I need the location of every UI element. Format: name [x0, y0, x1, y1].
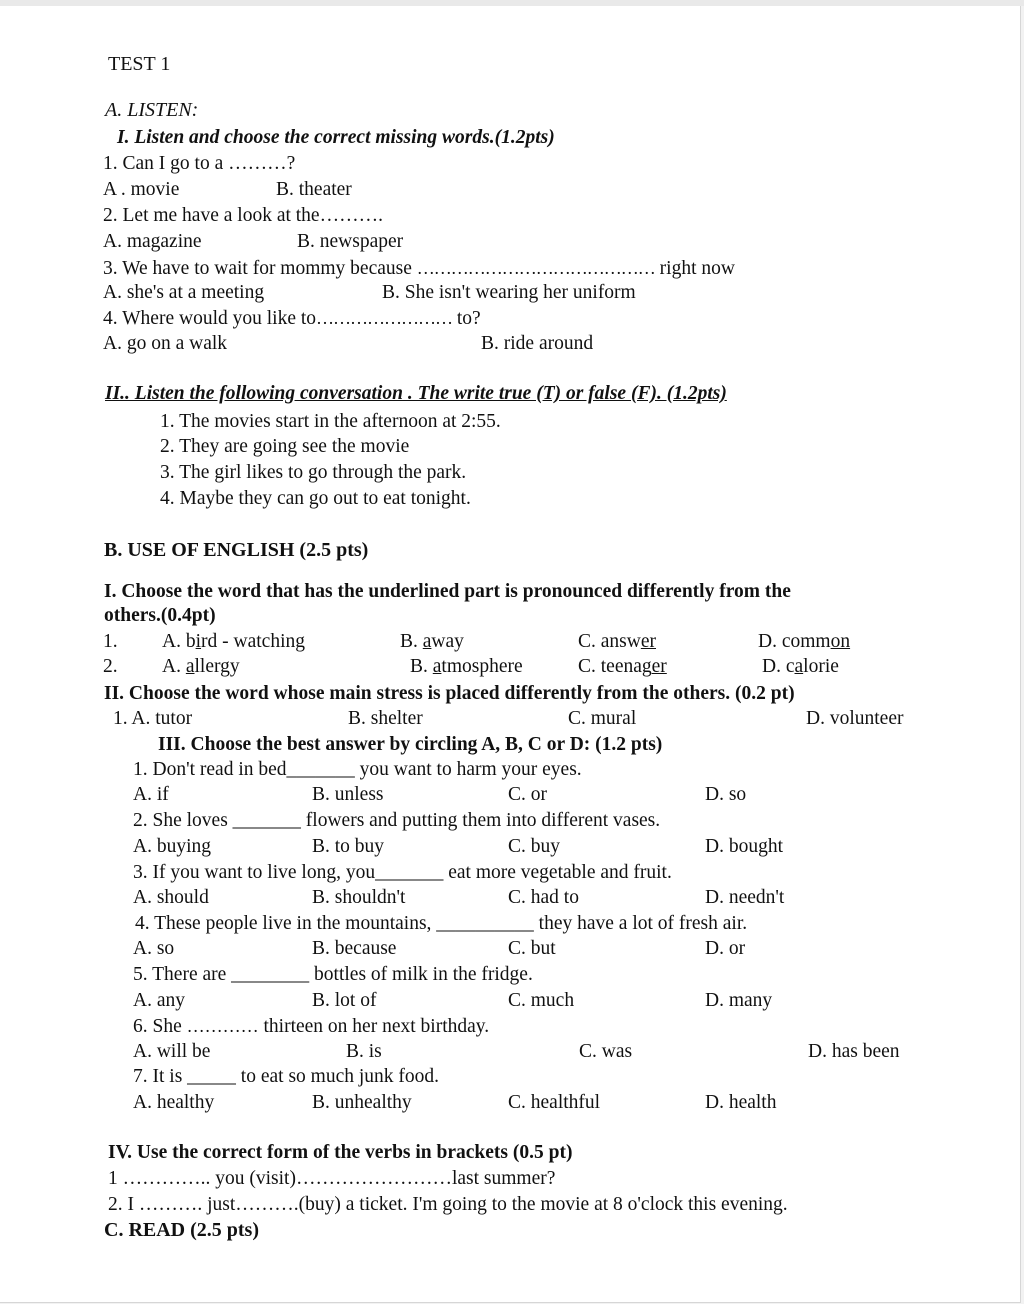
- mc-q1-option-b: B. unless: [312, 784, 384, 805]
- mc-q1-option-a: A. if: [133, 784, 169, 805]
- mc-q1-option-d: D. so: [705, 784, 747, 805]
- pron-r1-a-pre: A. b: [162, 631, 196, 652]
- section-b-part4-heading: IV. Use the correct form of the verbs in brackets (0.5 pt): [108, 1142, 573, 1163]
- mc-q2-blank: _______: [232, 810, 301, 831]
- pron-row-1-option-b: [400, 630, 464, 654]
- pron-r2-a-post: llergy: [194, 656, 240, 677]
- verb-form-line-2: 2. I ………. just……….(buy) a ticket. I'm going to the movie at 8 o'clock this evening.: [108, 1194, 788, 1215]
- pron-row-2-option-b: [410, 655, 523, 679]
- pron-r2-b-pre: B.: [410, 656, 433, 677]
- mc-q3-start: 3. If you want to live long, you: [133, 862, 376, 883]
- stress-option-b: B. shelter: [348, 708, 423, 729]
- pron-row-2-option-d: [762, 655, 839, 679]
- pron-row-2-option-c: [578, 655, 667, 679]
- mc-q6-end: thirteen on her next birthday.: [263, 1016, 490, 1037]
- mc-question-1: [133, 758, 582, 782]
- mc-q5-blank: ________: [231, 964, 310, 985]
- mc-q1-end: you want to harm your eyes.: [359, 759, 582, 780]
- mc-q3-blank: _______: [375, 862, 444, 883]
- mc-q5-option-d: D. many: [705, 990, 773, 1011]
- mc-q3-end: eat more vegetable and fruit.: [448, 862, 672, 883]
- mc-q5-start: 5. There are: [133, 964, 227, 985]
- mc-q4-start: 4. These people live in the mountains,: [135, 913, 432, 934]
- mc-q7-option-c: C. healthful: [508, 1092, 601, 1113]
- mc-q4-option-b: B. because: [312, 938, 397, 959]
- mc-question-2: [133, 809, 660, 833]
- mc-question-7: [133, 1065, 439, 1089]
- mc-q1-start: 1. Don't read in bed: [133, 759, 287, 780]
- listen-q3-blank: ……………………………………: [416, 258, 655, 278]
- pron-r2-c-underlined: er: [651, 656, 667, 677]
- mc-q6-option-d: D. has been: [808, 1041, 900, 1062]
- listen-question-2: 2. Let me have a look at the……….: [103, 205, 383, 226]
- section-a-part1-heading: I. Listen and choose the correct missing words.(1.2pts): [117, 127, 555, 148]
- stress-option-d: D. volunteer: [806, 708, 904, 729]
- pron-row-2-option-a: [162, 655, 240, 679]
- listen-q3-option-b: B. She isn't wearing her uniform: [382, 282, 636, 303]
- listen-q3-text-end: right now: [659, 258, 735, 279]
- mc-q7-option-a: A. healthy: [133, 1092, 215, 1113]
- mc-q7-blank: _____: [187, 1066, 236, 1087]
- pron-r2-b-underlined: a: [432, 656, 442, 677]
- pron-r2-d-post: lorie: [803, 656, 839, 677]
- mc-q2-option-b: B. to buy: [312, 836, 385, 857]
- mc-q1-blank: _______: [286, 759, 355, 780]
- mc-q6-blank: …………: [186, 1016, 259, 1036]
- mc-question-6: [133, 1014, 489, 1039]
- section-b-part3-heading: III. Choose the best answer by circling A, B, C or D: (1.2 pts): [158, 734, 663, 755]
- mc-q6-option-a: A. will be: [133, 1041, 211, 1062]
- mc-q3-option-b: B. shouldn't: [312, 887, 406, 908]
- pron-row-1-number: 1.: [103, 631, 118, 652]
- section-b-part1-heading-line2: others.(0.4pt): [104, 605, 216, 626]
- listen-q3-text-start: 3. We have to wait for mommy because: [103, 258, 412, 279]
- mc-q4-option-d: D. or: [705, 938, 746, 959]
- mc-q2-start: 2. She loves: [133, 810, 228, 831]
- section-b-heading: B. USE OF ENGLISH (2.5 pts): [104, 539, 369, 561]
- mc-q7-start: 7. It is: [133, 1066, 183, 1087]
- listen-q4-text-start: 4. Where would you like to: [103, 308, 317, 329]
- mc-question-5: [133, 963, 533, 987]
- listen-q3-option-a: A. she's at a meeting: [103, 282, 265, 303]
- pron-r1-a-post: rd - watching: [201, 631, 305, 652]
- mc-q5-option-c: C. much: [508, 990, 575, 1011]
- pron-row-1-option-c: [578, 630, 656, 654]
- pron-row-1-option-a: [162, 630, 305, 654]
- pron-r2-a-pre: A.: [162, 656, 186, 677]
- pron-r2-c-pre: C. teenag: [578, 656, 652, 677]
- section-b-part2-heading: II. Choose the word whose main stress is placed differently from the others. (0.2 pt): [104, 683, 795, 704]
- pron-r1-b-underlined: a: [422, 631, 432, 652]
- pron-r1-b-pre: B.: [400, 631, 423, 652]
- mc-question-4: [135, 912, 747, 936]
- mc-q3-option-d: D. needn't: [705, 887, 785, 908]
- mc-q5-option-a: A. any: [133, 990, 185, 1011]
- stress-option-a: 1. A. tutor: [113, 708, 193, 729]
- true-false-item-1: 1. The movies start in the afternoon at 2:55.: [160, 411, 501, 432]
- pron-row-1-option-d: [758, 630, 850, 654]
- true-false-item-3: 3. The girl likes to go through the park.: [160, 462, 467, 483]
- mc-q3-option-a: A. should: [133, 887, 209, 908]
- listen-q1-option-b: B. theater: [276, 179, 352, 200]
- mc-q4-blank: __________: [436, 913, 534, 934]
- mc-q2-option-d: D. bought: [705, 836, 783, 857]
- test-title: TEST 1: [108, 53, 171, 75]
- mc-q3-option-c: C. had to: [508, 887, 579, 908]
- section-a-part2-heading: II.. Listen the following conversation . The write true (T) or false (F). (1.2pts): [105, 383, 727, 404]
- mc-q1-option-c: C. or: [508, 784, 547, 805]
- section-a-heading: A. LISTEN:: [105, 99, 199, 121]
- section-b-part1-heading-line1: I. Choose the word that has the underlined part is pronounced differently from the: [104, 581, 791, 602]
- mc-q6-option-c: C. was: [579, 1041, 633, 1062]
- mc-q2-end: flowers and putting them into different vases.: [305, 810, 661, 831]
- mc-q4-end: they have a lot of fresh air.: [538, 913, 748, 934]
- listen-q4-option-a: A. go on a walk: [103, 333, 228, 354]
- mc-q4-option-c: C. but: [508, 938, 556, 959]
- pron-r1-d-pre: D. comm: [758, 631, 831, 652]
- mc-q6-option-b: B. is: [346, 1041, 382, 1062]
- mc-q4-option-a: A. so: [133, 938, 175, 959]
- pron-r1-c-underlined: er: [640, 631, 656, 652]
- pron-row-2-number: 2.: [103, 656, 118, 677]
- listen-question-1: 1. Can I go to a ………?: [103, 153, 296, 174]
- mc-question-3: [133, 861, 672, 885]
- listen-question-4: [103, 306, 481, 331]
- pron-r2-d-pre: D. c: [762, 656, 795, 677]
- mc-q2-option-a: A. buying: [133, 836, 211, 857]
- true-false-item-4: 4. Maybe they can go out to eat tonight.: [160, 488, 471, 509]
- listen-question-3: [103, 256, 735, 281]
- listen-q2-option-b: B. newspaper: [297, 231, 404, 252]
- mc-q2-option-c: C. buy: [508, 836, 561, 857]
- listen-q1-option-a: A . movie: [103, 179, 180, 200]
- listen-q4-text-end: to?: [456, 308, 481, 329]
- mc-q5-option-b: B. lot of: [312, 990, 377, 1011]
- mc-q7-option-b: B. unhealthy: [312, 1092, 412, 1113]
- listen-q4-option-b: B. ride around: [481, 333, 594, 354]
- verb-form-line-1: 1 ………….. you (visit)……………………last summer?: [108, 1168, 556, 1189]
- pron-r2-a-underlined: a: [185, 656, 195, 677]
- pron-r2-b-post: tmosphere: [441, 656, 523, 677]
- pron-r1-b-post: way: [431, 631, 464, 652]
- listen-q2-option-a: A. magazine: [103, 231, 202, 252]
- true-false-item-2: 2. They are going see the movie: [160, 436, 410, 457]
- pron-r1-c-pre: C. answ: [578, 631, 641, 652]
- mc-q5-end: bottles of milk in the fridge.: [314, 964, 533, 985]
- mc-q7-end: to eat so much junk food.: [240, 1066, 440, 1087]
- mc-q6-start: 6. She: [133, 1016, 182, 1037]
- mc-q7-option-d: D. health: [705, 1092, 777, 1113]
- listen-q4-blank: ……………………: [316, 308, 453, 328]
- section-c-heading: C. READ (2.5 pts): [104, 1219, 259, 1241]
- document-page: [0, 6, 1021, 1303]
- pron-r1-d-underlined: on: [830, 631, 851, 652]
- pron-r1-a-underlined: i: [195, 631, 202, 652]
- pron-r2-d-underlined: a: [794, 656, 804, 677]
- stress-option-c: C. mural: [568, 708, 637, 729]
